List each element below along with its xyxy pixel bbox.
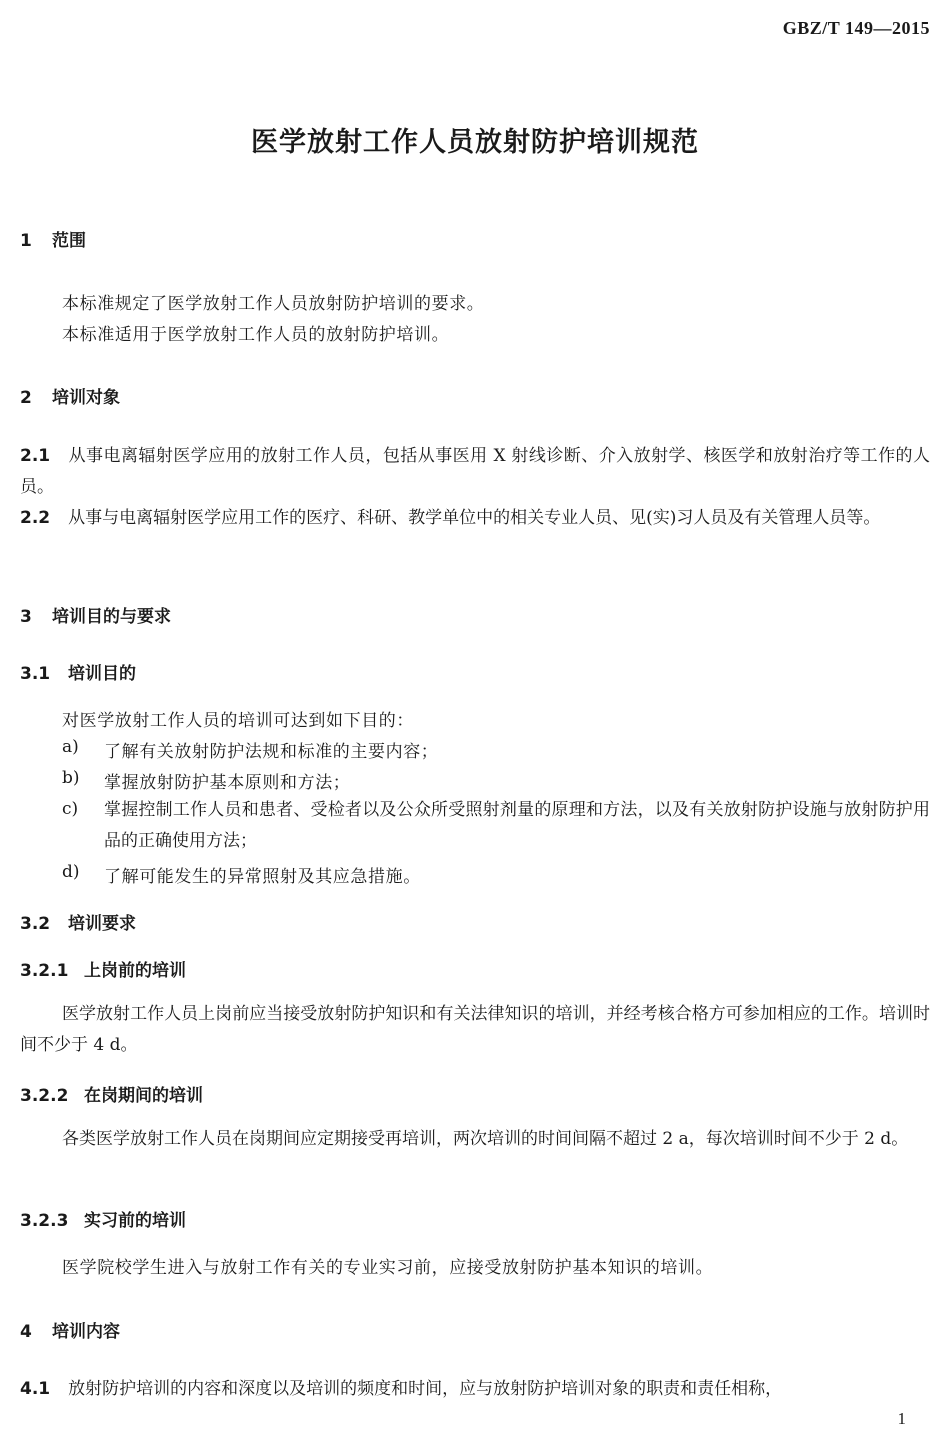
section-number: 2 bbox=[20, 388, 32, 408]
subsection-title: 培训要求 bbox=[68, 914, 136, 934]
subsection-title: 在岗期间的培训 bbox=[84, 1086, 203, 1106]
clause-text: 从事与电离辐射医学应用工作的医疗、科研、教学单位中的相关专业人员、见(实)习人员及有关管理人员等。 bbox=[68, 508, 881, 528]
page-number: 1 bbox=[897, 1409, 906, 1428]
section-number: 1 bbox=[20, 231, 32, 251]
section-1-paragraph-2: 本标准适用于医学放射工作人员的放射防护培训。 bbox=[62, 325, 450, 345]
section-1-paragraph-1: 本标准规定了医学放射工作人员放射防护培训的要求。 bbox=[62, 294, 485, 314]
subsection-number: 3.2.2 bbox=[20, 1086, 69, 1106]
subsection-3-2-2-heading bbox=[20, 1081, 203, 1106]
section-number: 4 bbox=[20, 1322, 32, 1342]
list-item-text: 掌握控制工作人员和患者、受检者以及公众所受照射剂量的原理和方法，以及有关放射防护设施与放射防护用品的正确使用方法； bbox=[104, 800, 930, 851]
subsection-3-2-3-text: 医学院校学生进入与放射工作有关的专业实习前，应接受放射防护基本知识的培训。 bbox=[62, 1258, 714, 1278]
document-title: 医学放射工作人员放射防护培训规范 bbox=[251, 127, 699, 158]
section-number: 3 bbox=[20, 607, 32, 627]
clause-2-2 bbox=[20, 503, 930, 534]
subsection-title: 上岗前的培训 bbox=[84, 961, 186, 981]
list-item-text: 了解有关放射防护法规和标准的主要内容； bbox=[104, 742, 439, 762]
subsection-number: 3.1 bbox=[20, 664, 51, 684]
subsection-3-2-1-heading bbox=[20, 956, 186, 981]
section-title: 培训对象 bbox=[52, 388, 120, 408]
subsection-3-2-2-text: 各类医学放射工作人员在岗期间应定期接受再培训，两次培训的时间间隔不超过 2 a，每次培训时间不少于 2 d。 bbox=[62, 1129, 909, 1149]
section-4-heading bbox=[20, 1317, 120, 1342]
list-item-tag: c) bbox=[62, 799, 79, 819]
subsection-3-1-heading bbox=[20, 659, 136, 684]
clause-number: 2.2 bbox=[20, 508, 51, 528]
list-item-tag: a) bbox=[62, 737, 79, 757]
section-title: 范围 bbox=[52, 231, 86, 251]
clause-text: 放射防护培训的内容和深度以及培训的频度和时间，应与放射防护培训对象的职责和责任相称， bbox=[68, 1379, 783, 1399]
clause-text: 从事电离辐射医学应用的放射工作人员，包括从事医用 X 射线诊断、介入放射学、核医学和放射治疗等工作的人员。 bbox=[20, 446, 930, 497]
subsection-title: 培训目的 bbox=[68, 664, 136, 684]
list-item-text: 掌握放射防护基本原则和方法； bbox=[104, 773, 351, 793]
section-3-heading bbox=[20, 602, 171, 627]
section-title: 培训目的与要求 bbox=[52, 607, 171, 627]
subsection-number: 3.2.3 bbox=[20, 1211, 69, 1231]
subsection-number: 3.2.1 bbox=[20, 961, 69, 981]
section-1-heading bbox=[20, 226, 86, 251]
clause-2-1 bbox=[20, 441, 930, 503]
subsection-3-1-intro: 对医学放射工作人员的培训可达到如下目的： bbox=[62, 711, 414, 731]
section-title: 培训内容 bbox=[52, 1322, 120, 1342]
clause-number: 2.1 bbox=[20, 446, 51, 466]
standard-code: GBZ/T 149—2015 bbox=[782, 18, 930, 38]
list-item-tag: b) bbox=[62, 768, 80, 788]
list-item-text: 了解可能发生的异常照射及其应急措施。 bbox=[104, 867, 421, 887]
subsection-3-2-3-heading bbox=[20, 1206, 186, 1231]
subsection-number: 3.2 bbox=[20, 914, 51, 934]
subsection-title: 实习前的培训 bbox=[84, 1211, 186, 1231]
subsection-3-2-1-text: 医学放射工作人员上岗前应当接受放射防护知识和有关法律知识的培训，并经考核合格方可参加相应的工作。培训时间不少于 4 d。 bbox=[20, 1004, 930, 1055]
subsection-3-2-heading bbox=[20, 909, 136, 934]
clause-number: 4.1 bbox=[20, 1379, 51, 1399]
list-item-tag: d) bbox=[62, 862, 80, 882]
section-2-heading bbox=[20, 383, 120, 408]
clause-4-1 bbox=[20, 1374, 930, 1405]
